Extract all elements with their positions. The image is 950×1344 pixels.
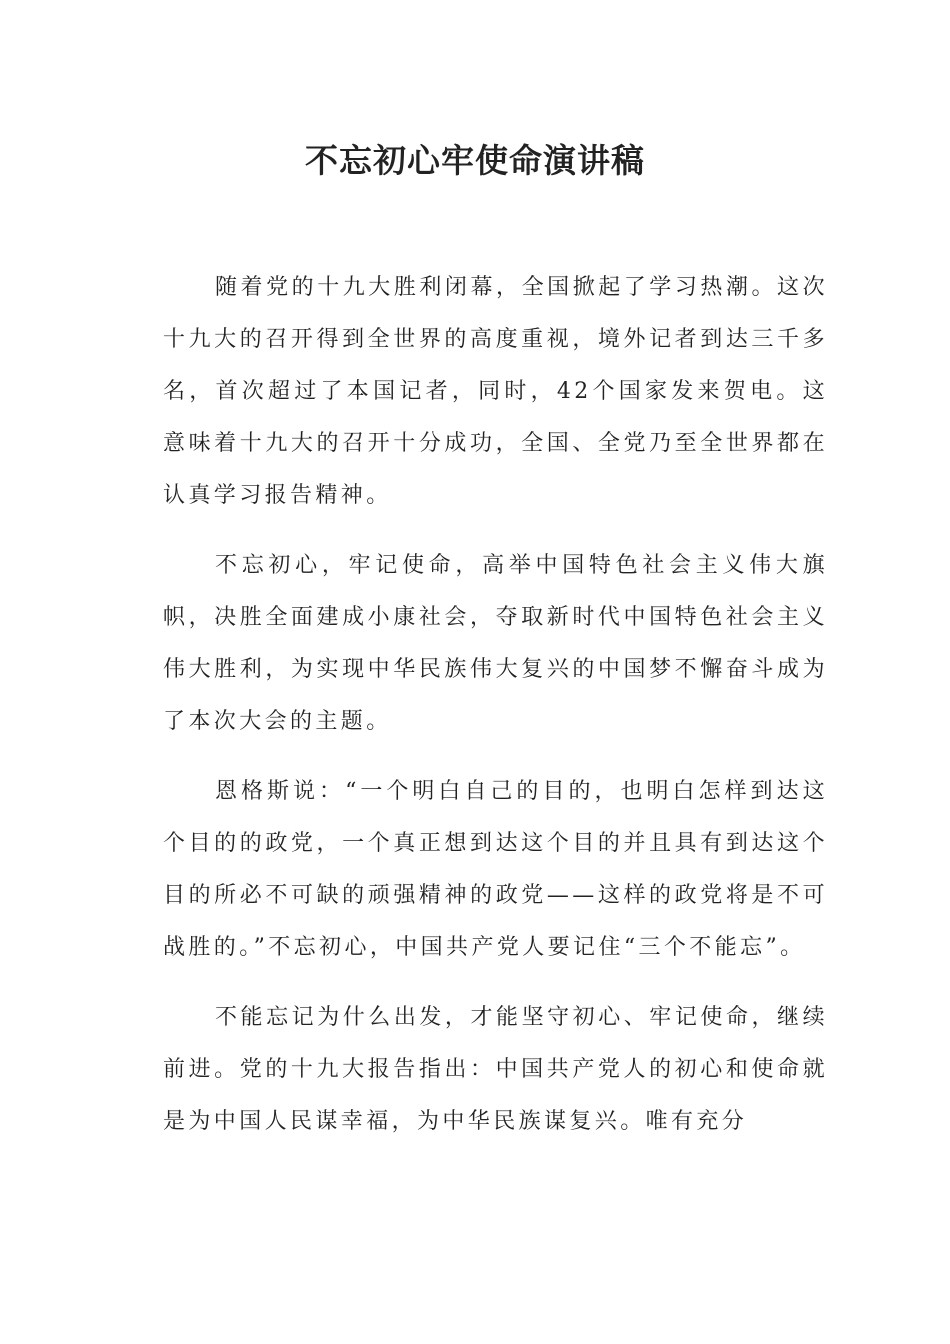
document-body (163, 262, 828, 1166)
paragraph: 不忘初心，牢记使命，高举中国特色社会主义伟大旗帜，决胜全面建成小康社会，夺取新时代中国特色社会主义伟大胜利，为实现中华民族伟大复兴的中国梦不懈奋斗成为了本次大会的主题。 (163, 553, 828, 734)
paragraph: 随着党的十九大胜利闭幕，全国掀起了学习热潮。这次十九大的召开得到全世界的高度重视，境外记者到达三千多名，首次超过了本国记者，同时，42个国家发来贺电。这意味着十九大的召开十分成功，全国、全党乃至全世界都在认真学习报告精神。 (163, 275, 828, 508)
paragraph: 不能忘记为什么出发，才能坚守初心、牢记使命，继续前进。党的十九大报告指出：中国共产党人的初心和使命就是为中国人民谋幸福，为中华民族谋复兴。唯有充分 (163, 1005, 828, 1134)
document-title: 不忘初心牢使命演讲稿 (305, 141, 645, 180)
paragraph: 恩格斯说：“一个明白自己的目的，也明白怎样到达这个目的的政党，一个真正想到达这个目的并且具有到达这个目的所必不可缺的顽强精神的政党——这样的政党将是不可战胜的。”不忘初心，中国共产党人要记住“三个不能忘”。 (163, 779, 828, 960)
